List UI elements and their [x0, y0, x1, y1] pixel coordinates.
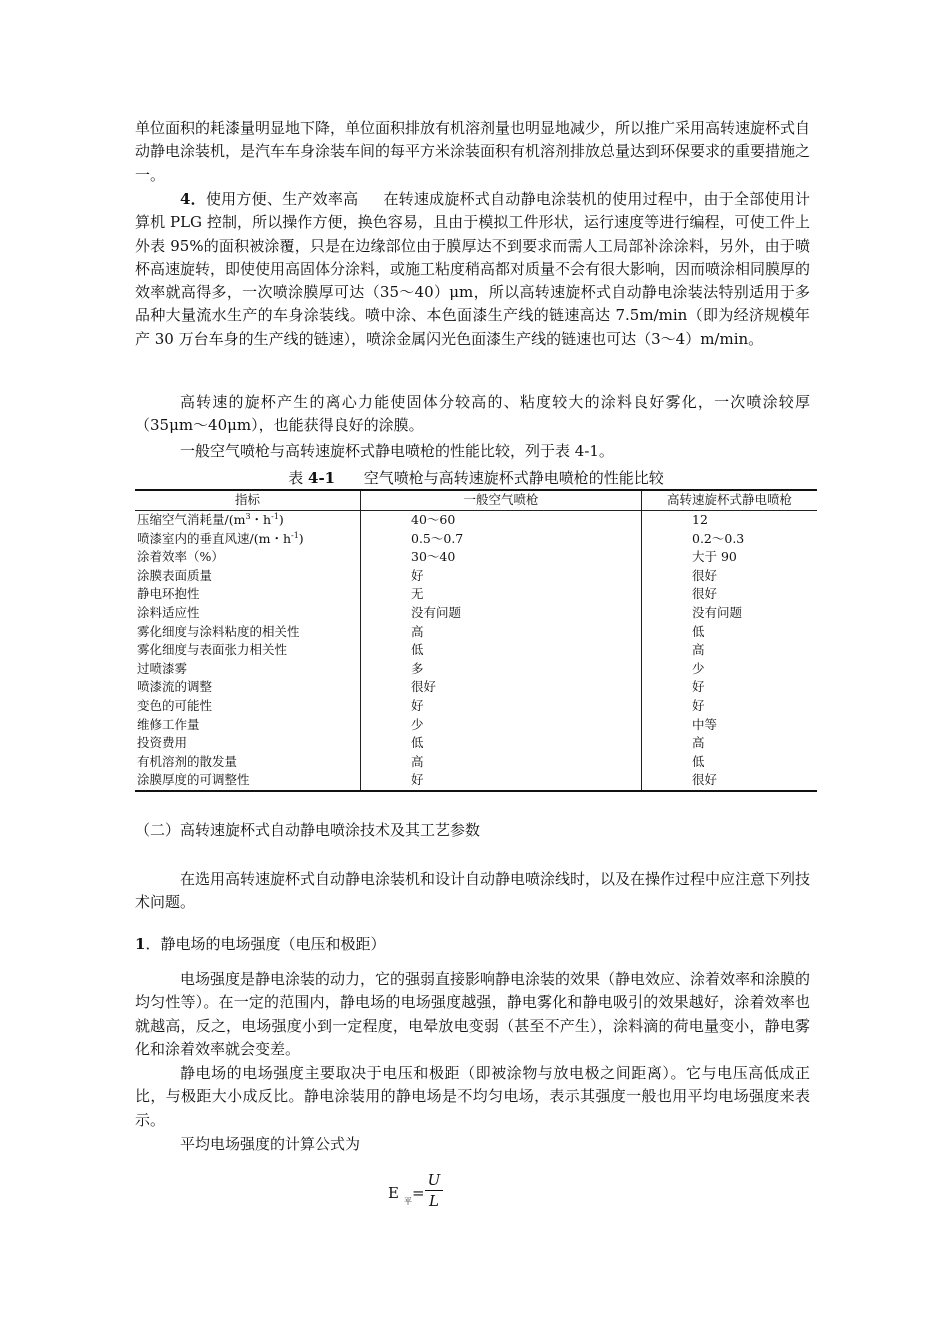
row-air-gun-value: 低	[361, 734, 642, 753]
row-air-gun-value: 低	[361, 641, 642, 660]
row-rotary-gun-value: 很好	[692, 567, 718, 583]
row-indicator: 变色的可能性	[135, 697, 361, 716]
row-indicator: 喷漆流的调整	[135, 678, 361, 697]
table-row	[135, 678, 817, 697]
table-body	[135, 511, 817, 791]
row-rotary-gun-value: 低	[692, 753, 705, 769]
table-header-row	[135, 490, 817, 511]
compare-paragraph: 一般空气喷枪与高转速旋杯式静电喷枪的性能比较，列于表 4-1。	[180, 442, 614, 460]
table-row	[135, 734, 817, 753]
row-rotary-gun-value: 好	[692, 679, 705, 695]
field-strength-paragraph-2: 静电场的电场强度主要取决于电压和极距（即被涂物与放电极之间距离）。它与电压高低成正比，与极距大小成反比。静电涂装用的静电场是不均匀电场，表示其强度一般也用平均电场强度来表示。	[135, 1064, 810, 1129]
formula-lhs: E	[388, 1184, 399, 1202]
header-indicator: 指标	[135, 490, 361, 511]
formula-subscript: 平	[404, 1197, 412, 1206]
row-rotary-gun-value: 好	[692, 697, 705, 713]
performance-table	[135, 489, 817, 792]
row-indicator: 涂料适应性	[135, 604, 361, 623]
row-rotary-gun-value: 很好	[692, 586, 718, 602]
row-air-gun-value: 高	[361, 753, 642, 772]
row-indicator: 投资费用	[135, 734, 361, 753]
table-row	[135, 660, 817, 679]
field-strength-paragraph-1: 电场强度是静电涂装的动力，它的强弱直接影响静电涂装的效果（静电效应、涂着效率和涂膜的均匀性等）。在一定的范围内，静电场的电场强度越强，静电雾化和静电吸引的效果越好，涂着效率也就越高，反之，电场强度小到一定程度，电晕放电变弱（甚至不产生），涂料滴的荷电量变小，静电雾化和涂着效率就会变差。	[135, 970, 811, 1058]
table-row	[135, 511, 817, 530]
row-air-gun-value: 好	[361, 697, 642, 716]
formula-fraction	[424, 1170, 444, 1211]
row-rotary-gun-value: 高	[692, 735, 705, 751]
row-indicator: 静电环抱性	[135, 585, 361, 604]
row-rotary-gun-value: 没有问题	[692, 604, 743, 620]
row-rotary-gun-value: 12	[692, 512, 708, 527]
table-row	[135, 530, 817, 549]
row-air-gun-value: 好	[361, 567, 642, 586]
point-4-text: 在转速成旋杯式自动静电涂装机的使用过程中，由于全部使用计算机 PLG 控制，所以操作方便，换色容易，且由于模拟工件形状，运行速度等进行编程，可使工件上外表 95%的面积被涂覆，只是在边缘部位由于膜厚达不到要求而需人工局部补涂涂料，另外，由于喷杯高速旋转，即使使用高固体分涂料，或施工粘度稍高都对质量不会有很大影响，因而喷涂相同膜厚的效率就高得多，一次喷涂膜厚可达（35～40）μm，所以高转速旋杯式自动静电涂装法特别适用于多品种大量流水生产的车身涂装线。喷中涂、本色面漆生产线的链速高达 7.5m/min（即为经济规模年产 30 万台车身的生产线的链速），喷涂金属闪光色面漆生产线的链速也可达（3～4）m/min。	[135, 190, 811, 348]
row-air-gun-value: 没有问题	[361, 604, 642, 623]
table-row	[135, 641, 817, 660]
intro-paragraph: 单位面积的耗漆量明显地下降，单位面积排放有机溶剂量也明显地减少，所以推广采用高转速旋杯式自动静电涂装机，是汽车车身涂装车间的每平方米涂装面积有机溶剂排放总量达到环保要求的重要措施之一。	[135, 119, 811, 184]
table-row	[135, 753, 817, 772]
row-air-gun-value: 少	[361, 716, 642, 735]
atomize-paragraph: 高转速的旋杯产生的离心力能使固体分较高的、粘度较大的涂料良好雾化，一次喷涂较厚（35μm～40μm），也能获得良好的涂膜。	[135, 393, 810, 435]
row-rotary-gun-value: 少	[692, 660, 705, 676]
row-rotary-gun-value: 高	[692, 642, 705, 658]
formula-intro-paragraph: 平均电场强度的计算公式为	[180, 1135, 361, 1153]
table-caption-number: 4-1	[308, 469, 336, 487]
row-air-gun-value: 40～60	[361, 511, 642, 530]
row-rotary-gun-value: 低	[692, 623, 705, 639]
header-rotary-gun: 高转速旋杯式静电喷枪	[642, 490, 818, 511]
row-indicator: 维修工作量	[135, 716, 361, 735]
row-indicator: 喷漆室内的垂直风速/(m・$h^{-1}$)	[135, 530, 361, 549]
table-row	[135, 567, 817, 586]
row-air-gun-value: 多	[361, 660, 642, 679]
row-rotary-gun-value: 很好	[642, 771, 818, 791]
point-4-paragraph	[135, 188, 810, 351]
row-indicator: 过喷漆雾	[135, 660, 361, 679]
table-row	[135, 548, 817, 567]
row-indicator: 有机溶剂的散发量	[135, 753, 361, 772]
row-indicator: 压缩空气消耗量$/(m^3$・$h^{-1}$)	[135, 511, 361, 530]
formula-numerator: U	[427, 1171, 441, 1189]
row-air-gun-value: 好	[361, 771, 642, 791]
point-4-heading: 使用方便、生产效率高	[205, 190, 359, 208]
row-indicator: 涂膜表面质量	[135, 567, 361, 586]
row-indicator: 雾化细度与表面张力相关性	[135, 641, 361, 660]
table-caption-title: 空气喷枪与高转速旋杯式静电喷枪的性能比较	[363, 469, 664, 487]
point-4-number: 4．	[180, 190, 206, 208]
row-rotary-gun-value: 中等	[692, 716, 718, 732]
table-row	[135, 604, 817, 623]
table-row	[135, 585, 817, 604]
table-row	[135, 697, 817, 716]
row-air-gun-value: 30～40	[361, 548, 642, 567]
row-indicator: 雾化细度与涂料粘度的相关性	[135, 623, 361, 642]
subsection-title: ．静电场的电场强度（电压和极距）	[145, 935, 386, 953]
header-air-gun: 一般空气喷枪	[361, 490, 642, 511]
formula-denominator: L	[429, 1192, 439, 1210]
row-indicator: 涂着效率（%）	[135, 548, 361, 567]
subsection-heading	[135, 934, 385, 954]
section-intro-paragraph: 在选用高转速旋杯式自动静电涂装机和设计自动静电喷涂线时，以及在操作过程中应注意下列技术问题。	[135, 870, 811, 912]
row-air-gun-value: 很好	[361, 678, 642, 697]
section-title: （二）高转速旋杯式自动静电喷涂技术及其工艺参数	[135, 821, 481, 839]
table-caption-prefix: 表	[288, 469, 309, 487]
table-caption	[135, 468, 817, 488]
table-row	[135, 623, 817, 642]
table-row	[135, 716, 817, 735]
row-indicator: 涂膜厚度的可调整性	[135, 771, 361, 791]
table-row	[135, 771, 817, 791]
row-rotary-gun-value: 0.2～0.3	[692, 530, 745, 546]
subsection-number: 1	[135, 935, 146, 953]
row-rotary-gun-value: 大于 90	[692, 549, 737, 565]
formula-equals: =	[412, 1184, 425, 1202]
row-air-gun-value: 高	[361, 623, 642, 642]
row-air-gun-value: 0.5～0.7	[361, 530, 642, 549]
row-air-gun-value: 无	[361, 585, 642, 604]
